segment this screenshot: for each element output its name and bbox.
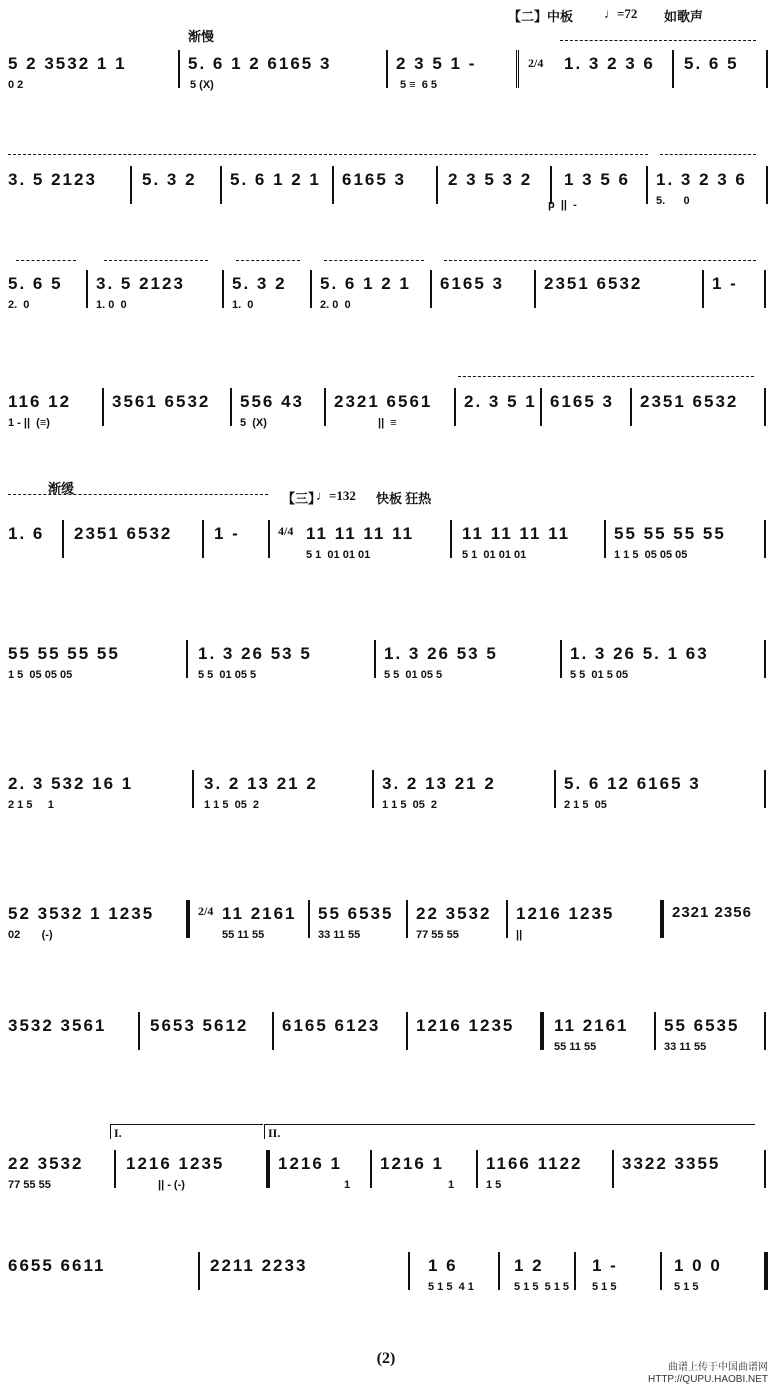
repeat-start bbox=[540, 1012, 544, 1050]
barline bbox=[764, 640, 766, 678]
barline bbox=[186, 640, 188, 678]
measure-3-1: 5. 6 5 bbox=[8, 274, 63, 293]
barline bbox=[430, 270, 432, 308]
measure-4-3: 556 43 bbox=[240, 392, 304, 411]
measure-11-3: 1 6 bbox=[428, 1256, 458, 1275]
barline bbox=[192, 770, 194, 808]
lower-10-5: 1 5 bbox=[486, 1179, 502, 1191]
barline bbox=[554, 770, 556, 808]
measure-3-6: 2351 6532 bbox=[544, 274, 643, 293]
section2-expression: 如歌声 bbox=[664, 9, 704, 24]
barline bbox=[308, 900, 310, 938]
lower-4-3: 5 (X) bbox=[240, 417, 267, 429]
lower-6-1: 1 5 05 05 05 bbox=[8, 669, 73, 681]
barline bbox=[230, 388, 232, 426]
lower-6-2: 5 5 01 05 5 bbox=[198, 669, 257, 681]
lower-10-3: 1 bbox=[344, 1179, 351, 1191]
measure-9-1: 3532 3561 bbox=[8, 1016, 107, 1035]
barline bbox=[332, 166, 334, 204]
system-5 bbox=[8, 520, 762, 561]
lower-6-4: 5 5 01 5 05 bbox=[570, 669, 629, 681]
barline bbox=[604, 520, 606, 558]
dashed-line bbox=[560, 40, 756, 41]
barline bbox=[222, 270, 224, 308]
barline bbox=[454, 388, 456, 426]
measure-2-2: 5. 3 2 bbox=[142, 170, 197, 189]
barline bbox=[764, 1150, 766, 1188]
measure-10-4: 1216 1 bbox=[380, 1154, 444, 1173]
lower-8-5: || bbox=[516, 929, 523, 941]
measure-9-3: 6165 6123 bbox=[282, 1016, 381, 1035]
lower-4-4: || ≡ bbox=[378, 417, 397, 429]
system-7 bbox=[8, 770, 762, 811]
dashed-line bbox=[16, 260, 76, 261]
lower-8-2: 55 11 55 bbox=[222, 929, 265, 941]
barline bbox=[178, 50, 180, 88]
lower-6-3: 5 5 01 05 5 bbox=[384, 669, 443, 681]
measure-4-2: 3561 6532 bbox=[112, 392, 211, 411]
section2-label: 【二】中板 bbox=[508, 9, 574, 24]
lower-3-1: 2. 0 bbox=[8, 299, 30, 311]
barline bbox=[764, 388, 766, 426]
measure-7-1: 2. 3 532 16 1 bbox=[8, 774, 134, 793]
system-11 bbox=[8, 1252, 762, 1293]
barline bbox=[766, 166, 768, 204]
barline bbox=[102, 388, 104, 426]
measure-4-1: 116 12 bbox=[8, 392, 72, 411]
final-barline bbox=[764, 1252, 768, 1290]
measure-1-1: 5 2 3532 1 1 bbox=[8, 54, 127, 73]
measure-4-5: 2. 3 5 1 bbox=[464, 392, 537, 411]
measure-4-7: 2351 6532 bbox=[640, 392, 739, 411]
measure-9-4: 1216 1235 bbox=[416, 1016, 515, 1035]
lower-3-2: 1. 0 0 bbox=[96, 299, 127, 311]
barline bbox=[476, 1150, 478, 1188]
dashed-line bbox=[8, 154, 648, 155]
measure-10-2: 1216 1235 bbox=[126, 1154, 225, 1173]
measure-10-6: 3322 3355 bbox=[622, 1154, 721, 1173]
lower-2-6: p || - bbox=[548, 199, 577, 211]
watermark bbox=[648, 1362, 768, 1386]
barline bbox=[540, 388, 542, 426]
lower-8-1: 02 (-) bbox=[8, 929, 53, 941]
measure-6-4: 1. 3 26 5. 1 63 bbox=[570, 644, 709, 663]
barline bbox=[654, 1012, 656, 1050]
barline bbox=[764, 270, 766, 308]
system-2 bbox=[8, 166, 762, 211]
lower-1-2: 5 (X) bbox=[190, 79, 214, 91]
barline bbox=[574, 1252, 576, 1290]
barline bbox=[766, 50, 768, 88]
barline bbox=[764, 520, 766, 558]
time-signature-24: 2/4 bbox=[528, 56, 544, 70]
measure-2-5: 2 3 5 3 2 bbox=[448, 170, 533, 189]
system-8 bbox=[8, 900, 762, 941]
barline bbox=[560, 640, 562, 678]
system-3 bbox=[8, 270, 762, 311]
barline bbox=[498, 1252, 500, 1290]
lower-7-1: 2 1 5 1 bbox=[8, 799, 54, 811]
measure-3-2: 3. 5 2123 bbox=[96, 274, 185, 293]
jianhuan-mark: 渐缓 bbox=[48, 481, 75, 496]
barline bbox=[372, 770, 374, 808]
page-number: (2) bbox=[376, 1350, 396, 1367]
measure-7-2: 3. 2 13 21 2 bbox=[204, 774, 318, 793]
measure-5-4: 11 11 11 11 bbox=[306, 524, 415, 543]
barline bbox=[534, 270, 536, 308]
measure-5-2: 2351 6532 bbox=[74, 524, 173, 543]
dashed-line bbox=[324, 260, 424, 261]
barline bbox=[702, 270, 704, 308]
measure-3-3: 5. 3 2 bbox=[232, 274, 287, 293]
jianman-mark: 渐慢 bbox=[188, 29, 215, 44]
dashed-line bbox=[660, 154, 756, 155]
measure-5-1: 1. 6 bbox=[8, 524, 45, 543]
measure-11-6: 1 0 0 bbox=[674, 1256, 722, 1275]
measure-3-4: 5. 6 1 2 1 bbox=[320, 274, 411, 293]
measure-9-5: 11 2161 bbox=[554, 1016, 629, 1035]
lower-7-3: 1 1 5 05 2 bbox=[382, 799, 438, 811]
measure-3-7: 1 - bbox=[712, 274, 738, 293]
barline bbox=[408, 1252, 410, 1290]
measure-1-2: 5. 6 1 2 6165 3 bbox=[188, 54, 332, 73]
barline bbox=[114, 1150, 116, 1188]
lower-11-4: 5 1 5 5 1 5 bbox=[514, 1281, 570, 1293]
barline bbox=[220, 166, 222, 204]
measure-2-6: 1 3 5 6 bbox=[564, 170, 630, 189]
barline bbox=[612, 1150, 614, 1188]
measure-11-5: 1 - bbox=[592, 1256, 618, 1275]
measure-2-3: 5. 6 1 2 1 bbox=[230, 170, 321, 189]
measure-8-4: 22 3532 bbox=[416, 904, 492, 923]
system-10 bbox=[8, 1150, 762, 1191]
measure-1-3: 2 3 5 1 - bbox=[396, 54, 477, 73]
measure-11-2: 2211 2233 bbox=[210, 1256, 308, 1275]
system-1 bbox=[8, 50, 762, 91]
measure-2-4: 6165 3 bbox=[342, 170, 406, 189]
barline bbox=[764, 1012, 766, 1050]
section2-tempo: ♩=72 bbox=[604, 6, 638, 21]
lower-1-1: 0 2 bbox=[8, 79, 24, 91]
watermark-line-1: 曲谱上传于中国曲谱网 bbox=[668, 1362, 768, 1373]
measure-4-6: 6165 3 bbox=[550, 392, 614, 411]
lower-10-1: 77 55 55 bbox=[8, 1179, 51, 1191]
measure-6-1: 55 55 55 55 bbox=[8, 644, 120, 663]
barline bbox=[272, 1012, 274, 1050]
barline bbox=[450, 520, 452, 558]
volta-2-bracket bbox=[264, 1124, 755, 1139]
measure-2-7: 1. 3 2 3 6 bbox=[656, 170, 747, 189]
measure-5-6: 55 55 55 55 bbox=[614, 524, 726, 543]
lower-4-1: 1 - || (≡) bbox=[8, 417, 50, 429]
measure-7-4: 5. 6 12 6165 3 bbox=[564, 774, 701, 793]
measure-10-5: 1166 1122 bbox=[486, 1154, 583, 1173]
barline bbox=[310, 270, 312, 308]
volta-1-bracket bbox=[110, 1124, 263, 1139]
lower-8-4: 77 55 55 bbox=[416, 929, 459, 941]
barline bbox=[268, 520, 270, 558]
measure-7-3: 3. 2 13 21 2 bbox=[382, 774, 496, 793]
lower-10-2: || - (-) bbox=[158, 1179, 185, 1191]
barline bbox=[506, 900, 508, 938]
volta-1-label: I. bbox=[114, 1126, 122, 1140]
measure-3-5: 6165 3 bbox=[440, 274, 504, 293]
lower-9-6: 33 11 55 bbox=[664, 1041, 707, 1053]
barline bbox=[660, 1252, 662, 1290]
barline bbox=[436, 166, 438, 204]
barline bbox=[374, 640, 376, 678]
barline bbox=[672, 50, 674, 88]
measure-1-5: 5. 6 5 bbox=[684, 54, 739, 73]
measure-9-2: 5653 5612 bbox=[150, 1016, 249, 1035]
measure-4-4: 2321 6561 bbox=[334, 392, 433, 411]
repeat-end bbox=[660, 900, 664, 938]
barline bbox=[130, 166, 132, 204]
barline bbox=[198, 1252, 200, 1290]
barline bbox=[202, 520, 204, 558]
measure-8-1: 52 3532 1 1235 bbox=[8, 904, 155, 923]
measure-11-1: 6655 6611 bbox=[8, 1256, 106, 1275]
repeat-start bbox=[186, 900, 190, 938]
barline bbox=[138, 1012, 140, 1050]
barline bbox=[62, 520, 64, 558]
volta-2-label: II. bbox=[268, 1126, 281, 1140]
lower-2-7: 5. 0 bbox=[656, 195, 690, 207]
section3-label: 【三】 bbox=[282, 491, 322, 506]
barline bbox=[86, 270, 88, 308]
barline bbox=[646, 166, 648, 204]
lower-9-5: 55 11 55 bbox=[554, 1041, 597, 1053]
measure-6-3: 1. 3 26 53 5 bbox=[384, 644, 498, 663]
system-4 bbox=[8, 388, 762, 429]
measure-8-6: 2321 2356 bbox=[672, 904, 752, 921]
measure-8-5: 1216 1235 bbox=[516, 904, 615, 923]
measure-6-2: 1. 3 26 53 5 bbox=[198, 644, 312, 663]
time-signature-44: 4/4 bbox=[278, 524, 294, 538]
measure-5-3: 1 - bbox=[214, 524, 240, 543]
lower-11-5: 5 1 5 bbox=[592, 1281, 617, 1293]
dashed-line bbox=[104, 260, 208, 261]
barline-double bbox=[516, 50, 519, 88]
lower-5-5: 5 1 01 01 01 bbox=[462, 549, 527, 561]
system-9 bbox=[8, 1012, 762, 1053]
measure-1-4: 1. 3 2 3 6 bbox=[564, 54, 655, 73]
barline bbox=[406, 1012, 408, 1050]
lower-5-6: 1 1 5 05 05 05 bbox=[614, 549, 688, 561]
measure-10-3: 1216 1 bbox=[278, 1154, 342, 1173]
lower-3-4: 2. 0 0 bbox=[320, 299, 351, 311]
section3-expression: 快板 狂热 bbox=[376, 491, 432, 506]
barline bbox=[406, 900, 408, 938]
barline bbox=[370, 1150, 372, 1188]
lower-10-4: 1 bbox=[448, 1179, 455, 1191]
lower-8-3: 33 11 55 bbox=[318, 929, 361, 941]
watermark-line-2: HTTP://QUPU.HAOBI.NET bbox=[647, 1374, 768, 1385]
lower-3-3: 1. 0 bbox=[232, 299, 254, 311]
dashed-line bbox=[236, 260, 300, 261]
barline bbox=[386, 50, 388, 88]
measure-10-1: 22 3532 bbox=[8, 1154, 84, 1173]
measure-11-4: 1 2 bbox=[514, 1256, 544, 1275]
lower-7-4: 2 1 5 05 bbox=[564, 799, 607, 811]
system-6 bbox=[8, 640, 762, 681]
measure-2-1: 3. 5 2123 bbox=[8, 170, 97, 189]
measure-8-2: 11 2161 bbox=[222, 904, 297, 923]
measure-9-6: 55 6535 bbox=[664, 1016, 740, 1035]
barline bbox=[324, 388, 326, 426]
lower-11-3: 5 1 5 4 1 bbox=[428, 1281, 474, 1293]
section3-tempo: ♩=132 bbox=[316, 488, 356, 503]
lower-1-3: 5 ≡ 6 5 bbox=[400, 79, 437, 91]
measure-5-5: 11 11 11 11 bbox=[462, 524, 571, 543]
lower-7-2: 1 1 5 05 2 bbox=[204, 799, 260, 811]
dashed-line bbox=[444, 260, 756, 261]
time-signature-24b: 2/4 bbox=[198, 904, 214, 918]
lower-11-6: 5 1 5 bbox=[674, 1281, 699, 1293]
measure-8-3: 55 6535 bbox=[318, 904, 394, 923]
barline bbox=[630, 388, 632, 426]
repeat-end bbox=[266, 1150, 270, 1188]
barline bbox=[764, 770, 766, 808]
lower-5-4: 5 1 01 01 01 bbox=[306, 549, 371, 561]
dashed-line bbox=[458, 376, 754, 377]
dashed-line bbox=[8, 494, 268, 495]
